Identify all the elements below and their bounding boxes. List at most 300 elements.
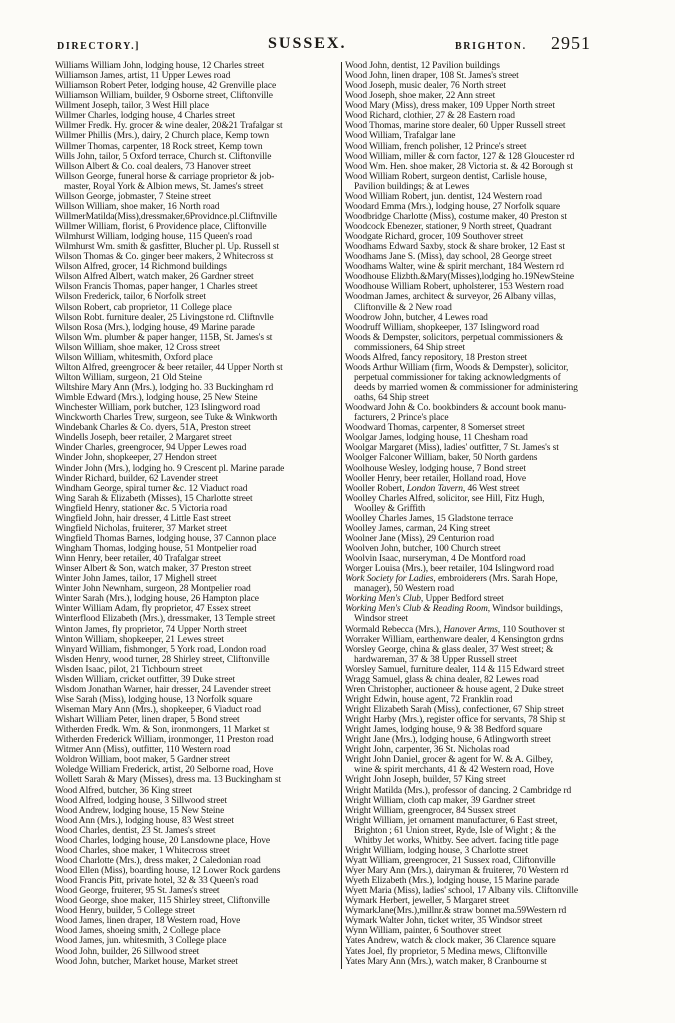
header-directory-label: DIRECTORY.] xyxy=(57,41,141,52)
directory-entry xyxy=(345,172,628,192)
entry-line: Woodgate Richard, grocer, 109 Southover street xyxy=(345,232,524,243)
entry-line: Wing Sarah & Elizabeth (Misses), 15 Charlotte street xyxy=(55,493,253,504)
entry-line: Woodcock Ebenezer, stationer, 9 North street, Quadrant xyxy=(345,222,552,232)
entry-line: Williams William John, lodging house, 12 Charles street xyxy=(55,61,265,71)
entry-line: Winchester William, pork butcher, 123 Islingword road xyxy=(55,403,260,414)
directory-entry xyxy=(55,373,338,383)
directory-entry xyxy=(345,936,628,946)
directory-entry xyxy=(55,111,338,121)
entry-line: Winder Charles, greengrocer, 94 Upper Lewes road xyxy=(55,443,247,454)
directory-entry xyxy=(55,303,338,313)
entry-line: Williamson William, builder, 9 Osborne street, Cliftonville xyxy=(55,91,273,102)
directory-entry xyxy=(345,524,628,534)
entry-line: Winter John James, tailor, 17 Mighell street xyxy=(55,574,217,585)
directory-entry xyxy=(345,604,628,624)
entry-line: Woodman James, architect & surveyor, 26 Albany villas, xyxy=(345,292,556,303)
directory-entry xyxy=(55,282,338,292)
entry-line: Wilson Alfred Albert, watch maker, 26 Gardner street xyxy=(55,272,254,283)
directory-entry xyxy=(55,323,338,333)
directory-entry xyxy=(345,675,628,685)
directory-entry xyxy=(55,604,338,614)
entry-line: Woods Alfred, fancy repository, 18 Preston street xyxy=(345,352,528,363)
directory-entry xyxy=(55,755,338,765)
directory-entry xyxy=(55,494,338,504)
directory-entry xyxy=(55,836,338,846)
entry-line: Wyatt William, greengrocer, 21 Sussex road, Cliftonville xyxy=(345,855,556,866)
directory-entry xyxy=(345,635,628,645)
entry-line: Wood Ellen (Miss), boarding house, 12 Lower Rock gardens xyxy=(55,866,281,876)
directory-entry xyxy=(55,514,338,524)
directory-entry xyxy=(345,202,628,212)
entry-line-continuation: manager), 50 Western road xyxy=(354,584,454,595)
entry-line-continuation: wine & spirit merchants, 41 & 42 Western road, Hove xyxy=(354,765,555,776)
entry-line: Wright William, cloth cap maker, 39 Gardner street xyxy=(345,795,536,806)
directory-entry xyxy=(55,957,338,967)
entry-line: Wood George, shoe maker, 115 Shirley street, Cliftonville xyxy=(55,896,270,907)
directory-entry xyxy=(55,786,338,796)
directory-entry xyxy=(55,584,338,594)
entry-line: Wills John, tailor, 5 Oxford terrace, Church st. Cliftonville xyxy=(55,151,272,162)
entry-line: Wood Charlotte (Mrs.), dress maker, 2 Caledonian road xyxy=(55,855,261,866)
directory-entry xyxy=(345,947,628,957)
page-title: SUSSEX. xyxy=(268,35,347,52)
directory-entry xyxy=(55,625,338,635)
directory-entry xyxy=(55,131,338,141)
directory-entry xyxy=(55,242,338,252)
entry-line-continuation: master, Royal York & Albion mews, St. James's street xyxy=(64,181,264,192)
entry-line: Willson William, shoe maker, 16 North road xyxy=(55,201,220,212)
entry-line: Wilson Wm. plumber & paper hanger, 115B, St. James's st xyxy=(55,332,273,343)
entry-line: Wright William, jet ornament manufacturer, 6 East street, xyxy=(345,815,558,826)
directory-entry xyxy=(345,876,628,886)
entry-line: Woolner Jane (Miss), 29 Centurion road xyxy=(345,533,494,544)
entry-line: Wright John Joseph, builder, 57 King street xyxy=(345,775,506,786)
directory-entry xyxy=(345,142,628,152)
entry-line-continuation: perpetual commissioner for taking acknowledgments of xyxy=(354,372,561,383)
directory-entry xyxy=(345,796,628,806)
directory-entry xyxy=(55,695,338,705)
directory-entry xyxy=(345,192,628,202)
directory-entry xyxy=(55,866,338,876)
entry-line: Wood Charles, dentist, 23 St. James's street xyxy=(55,825,216,836)
directory-entry xyxy=(345,61,628,71)
entry-line: Wingfield Thomas Barnes, lodging house, 37 Cannon place xyxy=(55,533,277,544)
entry-line: Wood Andrew, lodging house, 15 New Steine xyxy=(55,805,225,816)
directory-entry xyxy=(55,142,338,152)
directory-entry xyxy=(55,614,338,624)
directory-entry xyxy=(55,313,338,323)
directory-entry xyxy=(55,292,338,302)
entry-line: Woodbridge Charlotte (Miss), costume maker, 40 Preston st xyxy=(345,211,567,222)
directory-entry xyxy=(55,272,338,282)
entry-line: Woledge William Frederick, artist, 20 Selborne road, Hove xyxy=(55,765,274,776)
directory-entry xyxy=(55,222,338,232)
entry-line: Wright John, carpenter, 36 St. Nicholas road xyxy=(345,745,510,756)
entry-line: Wisdom Jonathan Warner, hair dresser, 24 Lavender street xyxy=(55,684,271,695)
directory-entry xyxy=(55,433,338,443)
entry-line: Yates Joel, fly proprietor, 5 Medina mews, Cliftonville xyxy=(345,946,548,957)
entry-line: Willmer Fredk. Hy. grocer & wine dealer, 20&21 Trafalgar st xyxy=(55,121,283,132)
entry-line: Wood Alfred, lodging house, 3 Sillwood street xyxy=(55,795,228,806)
directory-entry xyxy=(345,252,628,262)
entry-line: Wood Mary (Miss), dress maker, 109 Upper North street xyxy=(345,101,555,112)
page-number: 2951 xyxy=(551,33,591,53)
entry-line: Witherden Fredk. Wm. & Son, ironmongers, 11 Market st xyxy=(55,725,270,736)
entry-line: Wood James, linen draper, 18 Western road, Hove xyxy=(55,916,241,927)
directory-entry xyxy=(345,926,628,936)
entry-line: Wood Charles, shoe maker, 1 Whitecross street xyxy=(55,845,230,856)
entry-line: Worsley George, china & glass dealer, 37 West street; & xyxy=(345,644,554,655)
directory-entry xyxy=(55,645,338,655)
entry-line: Woldron William, boot maker, 5 Gardner street xyxy=(55,755,230,766)
entry-line: Wright John Daniel, grocer & agent for W. & A. Gilbey, xyxy=(345,755,553,766)
entry-line-continuation: Pavilion buildings; & at Lewes xyxy=(354,181,470,192)
entry-line: Wilmhurst Wm. smith & gasfitter, Blucher pl. Up. Russell st xyxy=(55,242,280,253)
entry-line-continuation: Cliftonville & 2 New road xyxy=(354,302,452,313)
entry-line: Wollett Sarah & Mary (Misses), dress ma. 13 Buckingham st xyxy=(55,775,281,786)
entry-line: Worger Louisa (Mrs.), beer retailer, 104 Islingword road xyxy=(345,564,554,575)
entry-line: Willson George, funeral horse & carriage proprietor & job- xyxy=(55,171,275,182)
entry-line: Wood George, fruiterer, 95 St. James's street xyxy=(55,886,220,897)
directory-columns xyxy=(55,61,628,969)
directory-entry xyxy=(345,91,628,101)
entry-line: Wood Richard, clothier, 27 & 28 Eastern road xyxy=(345,111,515,122)
entry-line: Wright Harby (Mrs.), register office for servants, 78 Ship st xyxy=(345,715,566,726)
entry-line: Wisden William, cricket outfitter, 39 Duke street xyxy=(55,674,236,685)
entry-line: Woolgar James, lodging house, 11 Chesham road xyxy=(345,433,528,444)
directory-entry xyxy=(345,433,628,443)
entry-line: Wood Wm. Hen. shoe maker, 28 Victoria st. & 42 Borough st xyxy=(345,161,573,172)
directory-entry xyxy=(55,101,338,111)
entry-line: Wood John, butcher, Market house, Market street xyxy=(55,956,238,967)
directory-entry xyxy=(345,856,628,866)
entry-line: Windells Joseph, beer retailer, 2 Margaret street xyxy=(55,433,232,444)
directory-entry xyxy=(345,564,628,574)
directory-entry xyxy=(345,111,628,121)
entry-line: Woods Arthur William (firm, Woods & Dempster), solicitor, xyxy=(345,362,569,373)
entry-line-continuation: oaths, 64 Ship street xyxy=(354,393,429,404)
entry-line: Wilson Rosa (Mrs.), lodging house, 49 Marine parade xyxy=(55,322,255,333)
entry-line-continuation: Windsor street xyxy=(354,614,408,625)
entry-line: Wright James, lodging house, 9 & 38 Bedford square xyxy=(345,725,543,736)
directory-entry xyxy=(55,71,338,81)
entry-line: Wilson William, shoe maker, 12 Cross street xyxy=(55,342,220,353)
directory-column-right xyxy=(345,61,628,967)
directory-entry xyxy=(55,846,338,856)
entry-line: Wooller Robert, London Tavern, 46 West street xyxy=(345,483,520,494)
entry-line: Winckworth Charles Trew, surgeon, see Tuke & Winkworth xyxy=(55,413,278,424)
entry-line: Winter William Adam, fly proprietor, 47 Essex street xyxy=(55,604,251,615)
entry-line: Winter John Newnham, surgeon, 28 Montpelier road xyxy=(55,584,251,595)
entry-line: Wright Jane (Mrs.), lodging house, 6 Atlingworth street xyxy=(345,735,551,746)
directory-entry xyxy=(345,866,628,876)
entry-line: Wilson Robt. furniture dealer, 25 Livingstone rd. Cliftnvlle xyxy=(55,312,274,323)
entry-line: Woodhams Walter, wine & spirit merchant, 184 Western rd xyxy=(345,262,564,273)
entry-line: Wilson Thomas & Co. ginger beer makers, 2 Whitecross st xyxy=(55,252,274,263)
directory-entry xyxy=(55,665,338,675)
entry-line: Willment Joseph, tailor, 3 West Hill place xyxy=(55,101,209,112)
entry-line: Witherden Frederick William, ironmonger, 11 Preston road xyxy=(55,735,274,746)
entry-line: Winder John (Mrs.), lodging ho. 9 Crescent pl. Marine parade xyxy=(55,463,285,474)
directory-entry xyxy=(345,685,628,695)
directory-entry xyxy=(55,212,338,222)
entry-line: Wishart William Peter, linen draper, 5 Bond street xyxy=(55,715,240,726)
entry-line: Wright Edwin, house agent, 72 Franklin road xyxy=(345,694,513,705)
entry-line-continuation: Brighton ; 61 Union street, Ryde, Isle of Wight ; & the xyxy=(354,825,556,836)
directory-entry xyxy=(55,564,338,574)
directory-entry xyxy=(55,232,338,242)
directory-entry xyxy=(345,755,628,775)
entry-line: Wilmhurst William, lodging house, 115 Queen's road xyxy=(55,232,253,243)
entry-line: Woolley Charles Alfred, solicitor, see Hill, Fitz Hugh, xyxy=(345,493,545,504)
entry-line: Winton William, shopkeeper, 21 Lewes street xyxy=(55,634,224,645)
entry-line: Yates Andrew, watch & clock maker, 36 Clarence square xyxy=(345,936,556,947)
entry-line: Winter Sarah (Mrs.), lodging house, 26 Hampton place xyxy=(55,594,259,605)
directory-entry xyxy=(345,272,628,282)
entry-line: Wood William Robert, surgeon dentist, Carlisle house, xyxy=(345,171,547,182)
directory-entry xyxy=(55,91,338,101)
entry-line: Wood John, builder, 26 Sillwood street xyxy=(55,946,200,957)
directory-entry xyxy=(345,846,628,856)
directory-entry xyxy=(345,474,628,484)
directory-entry xyxy=(55,554,338,564)
directory-entry xyxy=(345,443,628,453)
entry-line: Wood Ann (Mrs.), lodging house, 83 West street xyxy=(55,815,234,826)
column-divider-rule xyxy=(341,62,342,969)
entry-line: Wilton William, surgeon, 21 Old Steine xyxy=(55,372,202,383)
entry-line: Woolven John, butcher, 100 Church street xyxy=(345,544,501,554)
directory-entry xyxy=(55,544,338,554)
entry-line: Willmer William, florist, 6 Providence place, Cliftonville xyxy=(55,222,267,232)
directory-entry xyxy=(345,101,628,111)
entry-line: Wright William, greengrocer, 84 Sussex street xyxy=(345,805,516,816)
directory-entry xyxy=(345,645,628,665)
entry-line: Wynn William, painter, 6 Southover street xyxy=(345,926,502,937)
entry-line: Wood William Robert, jun. dentist, 124 Western road xyxy=(345,191,542,202)
directory-entry xyxy=(345,574,628,594)
directory-entry xyxy=(55,715,338,725)
directory-entry xyxy=(345,162,628,172)
entry-line: Wood James, jun. whitesmith, 3 College place xyxy=(55,936,227,947)
entry-line: Willson George, jobmaster, 7 Steine street xyxy=(55,191,212,202)
directory-entry xyxy=(55,655,338,665)
directory-entry xyxy=(345,594,628,604)
entry-line: Wood Charles, lodging house, 20 Lansdowne place, Hove xyxy=(55,835,271,846)
entry-line: Woodward John & Co. bookbinders & account book manu- xyxy=(345,403,567,414)
entry-line: Wymark Herbert, jeweller, 5 Margaret street xyxy=(345,896,510,907)
entry-line: Woolley James, carman, 24 King street xyxy=(345,523,491,534)
directory-entry xyxy=(55,574,338,584)
directory-entry xyxy=(345,152,628,162)
directory-entry xyxy=(55,947,338,957)
entry-line: Wood Thomas, marine store dealer, 60 Upper Russell street xyxy=(345,121,566,132)
directory-entry xyxy=(55,876,338,886)
entry-line: Wood John, linen draper, 108 St. James's street xyxy=(345,71,519,82)
entry-line: Wisden Henry, wood turner, 28 Shirley street, Cliftonville xyxy=(55,654,270,665)
entry-line: Willmer Phillis (Mrs.), dairy, 2 Church place, Kemp town xyxy=(55,131,269,142)
entry-line: Worraker William, earthenware dealer, 4 Kensington grdns xyxy=(345,634,564,645)
directory-entry xyxy=(55,172,338,192)
directory-entry xyxy=(345,695,628,705)
directory-entry xyxy=(345,363,628,403)
entry-line: Woolvin Isaac, nurseryman, 4 De Montford road xyxy=(345,554,526,565)
entry-line: Wimble Edward (Mrs.), lodging house, 25 New Steine xyxy=(55,393,258,404)
directory-entry xyxy=(55,725,338,735)
entry-line: Wymark Walter John, ticket writer, 35 Windsor street xyxy=(345,916,543,927)
directory-entry xyxy=(55,484,338,494)
directory-entry xyxy=(55,765,338,775)
entry-line: Wiltshire Mary Ann (Mrs.), lodging ho. 33 Buckingham rd xyxy=(55,383,274,393)
directory-entry xyxy=(55,192,338,202)
directory-entry xyxy=(345,71,628,81)
directory-entry xyxy=(345,906,628,916)
entry-line-continuation: deeds by married women & commissioner for administering xyxy=(354,383,578,393)
entry-line: Woods & Dempster, solicitors, perpetual commissioners & xyxy=(345,332,564,343)
directory-entry xyxy=(55,856,338,866)
entry-line: Witmer Ann (Miss), outfitter, 110 Western road xyxy=(55,745,231,756)
directory-entry xyxy=(55,61,338,71)
entry-line: Woodhouse Elizbth.&Mary(Misses),lodging ho.19NewSteine xyxy=(345,272,574,283)
directory-entry xyxy=(55,594,338,604)
directory-entry xyxy=(345,464,628,474)
directory-entry xyxy=(55,252,338,262)
directory-entry xyxy=(55,524,338,534)
directory-entry xyxy=(345,514,628,524)
entry-line: Wyeth Elizabeth (Mrs.), lodging house, 15 Marine parade xyxy=(345,876,559,887)
entry-line: Wooller Henry, beer retailer, Holland road, Hove xyxy=(345,473,526,484)
directory-entry xyxy=(55,413,338,423)
directory-entry xyxy=(345,121,628,131)
directory-entry xyxy=(55,81,338,91)
directory-entry xyxy=(345,222,628,232)
directory-entry xyxy=(55,926,338,936)
directory-entry xyxy=(345,725,628,735)
directory-entry xyxy=(55,796,338,806)
entry-line: Willmer Thomas, carpenter, 18 Rock street, Kemp town xyxy=(55,141,263,152)
directory-entry xyxy=(345,705,628,715)
header-town-label: BRIGHTON. xyxy=(455,41,527,52)
directory-entry xyxy=(55,363,338,373)
directory-entry xyxy=(55,916,338,926)
directory-entry xyxy=(55,906,338,916)
directory-entry xyxy=(55,383,338,393)
directory-entry xyxy=(345,816,628,846)
entry-line: Woolgar Margaret (Miss), ladies' outfitter, 7 St. James's st xyxy=(345,443,559,454)
entry-line: Wiseman Mary Ann (Mrs.), shopkeeper, 6 Viaduct road xyxy=(55,705,262,715)
directory-entry xyxy=(345,886,628,896)
entry-line: Wragg Samuel, glass & china dealer, 82 Lewes road xyxy=(345,674,539,685)
entry-line-continuation: hardwareman, 37 & 38 Upper Russell street xyxy=(354,654,517,665)
entry-line: Wilton Alfred, greengrocer & beer retailer, 44 Upper North st xyxy=(55,362,283,373)
directory-entry xyxy=(55,504,338,514)
directory-entry xyxy=(345,262,628,272)
entry-line: Winder John, shopkeeper, 27 Hendon street xyxy=(55,453,217,464)
directory-entry xyxy=(345,212,628,222)
directory-entry xyxy=(55,453,338,463)
directory-entry xyxy=(345,323,628,333)
directory-entry xyxy=(345,453,628,463)
directory-entry xyxy=(55,775,338,785)
entry-line: Wood Joseph, shoe maker, 22 Ann street xyxy=(345,91,496,102)
directory-entry xyxy=(55,423,338,433)
entry-line: Wingfield John, hair dresser, 4 Little East street xyxy=(55,513,232,524)
directory-entry xyxy=(345,484,628,494)
directory-entry xyxy=(345,775,628,785)
directory-entry xyxy=(55,896,338,906)
directory-entry xyxy=(55,705,338,715)
entry-line: Wood Alfred, butcher, 36 King street xyxy=(55,785,192,796)
entry-line: WillmerMatilda(Miss),dressmaker,6Providnce.pl.Cliftnville xyxy=(55,211,278,222)
directory-entry xyxy=(55,162,338,172)
directory-entry xyxy=(55,202,338,212)
entry-line: Williamson Robert Peter, lodging house, 42 Grenville place xyxy=(55,81,277,92)
entry-line: Wilson Frederick, tailor, 6 Norfolk street xyxy=(55,292,206,303)
entry-line: Yates Mary Ann (Mrs.), watch maker, 8 Cranbourne st xyxy=(345,956,547,967)
entry-line: Woolley Charles James, 15 Gladstone terrace xyxy=(345,513,513,524)
directory-entry xyxy=(55,343,338,353)
directory-entry xyxy=(55,443,338,453)
directory-entry xyxy=(345,916,628,926)
directory-entry xyxy=(55,735,338,745)
entry-line: Wood Francis Pitt, private hotel, 32 & 33 Queen's road xyxy=(55,876,259,887)
entry-line: Windham George, spiral turner &c. 12 Viaduct road xyxy=(55,483,248,494)
directory-column-left xyxy=(55,61,338,967)
directory-entry xyxy=(345,282,628,292)
directory-entry xyxy=(55,333,338,343)
directory-entry xyxy=(345,625,628,635)
directory-entry xyxy=(55,464,338,474)
entry-line: Wright Matilda (Mrs.), professor of dancing. 2 Cambridge rd xyxy=(345,785,572,796)
entry-line: Winterflood Elizabeth (Mrs.), dressmaker, 13 Temple street xyxy=(55,614,276,625)
directory-entry xyxy=(55,886,338,896)
entry-line: Worsley Samuel, furniture dealer, 114 & 115 Edward street xyxy=(345,664,565,675)
entry-line: Working Men's Club & Reading Room, Windsor buildings, xyxy=(345,604,563,615)
directory-entry xyxy=(55,635,338,645)
entry-line: Winton James, fly proprietor, 74 Upper North street xyxy=(55,624,247,635)
directory-entry xyxy=(345,534,628,544)
directory-entry xyxy=(345,131,628,141)
entry-line: Williamson James, artist, 11 Upper Lewes road xyxy=(55,71,231,82)
directory-entry xyxy=(345,544,628,554)
directory-entry xyxy=(55,393,338,403)
entry-line: Wright Elizabeth Sarah (Miss), confectioner, 67 Ship street xyxy=(345,705,564,715)
entry-line: Wood William, miller & corn factor, 127 & 128 Gloucester rd xyxy=(345,151,575,162)
directory-entry xyxy=(55,826,338,836)
entry-line: Wood William, Trafalgar lane xyxy=(345,131,456,142)
directory-entry xyxy=(55,353,338,363)
entry-line: Work Society for Ladies, embroiderers (Mrs. Sarah Hope, xyxy=(345,574,558,585)
directory-entry xyxy=(345,957,628,967)
directory-entry xyxy=(55,675,338,685)
entry-line: Wyer Mary Ann (Mrs.), dairyman & fruiterer, 70 Western rd xyxy=(345,866,569,876)
entry-line: Woolger Falconer William, baker, 50 North gardens xyxy=(345,453,538,464)
entry-line-continuation: facturers, 2 Prince's place xyxy=(354,413,449,424)
entry-line-continuation: Whitby Jet works, Whitby. See advert. facing title page xyxy=(354,835,559,846)
entry-line: Wingfield Nicholas, fruiterer, 37 Market street xyxy=(55,523,228,534)
entry-line: Wingham Thomas, lodging house, 51 Montpelier road xyxy=(55,544,257,554)
directory-entry xyxy=(55,816,338,826)
entry-line: Wood John, dentist, 12 Pavilion buildings xyxy=(345,61,500,71)
directory-entry xyxy=(345,786,628,796)
entry-line: Willson Albert & Co. coal dealers, 73 Hanover street xyxy=(55,161,251,172)
directory-entry xyxy=(345,242,628,252)
entry-line: Wyett Maria (Miss), ladies' school, 17 Albany vils. Cliftonville xyxy=(345,886,579,897)
directory-entry xyxy=(55,152,338,162)
entry-line: Winder Richard, builder, 62 Lavender street xyxy=(55,473,218,484)
entry-line: Wood James, shoeing smith, 2 College place xyxy=(55,926,221,937)
entry-line: Woodhams Edward Saxby, stock & share broker, 12 East st xyxy=(345,242,565,253)
directory-entry xyxy=(55,745,338,755)
